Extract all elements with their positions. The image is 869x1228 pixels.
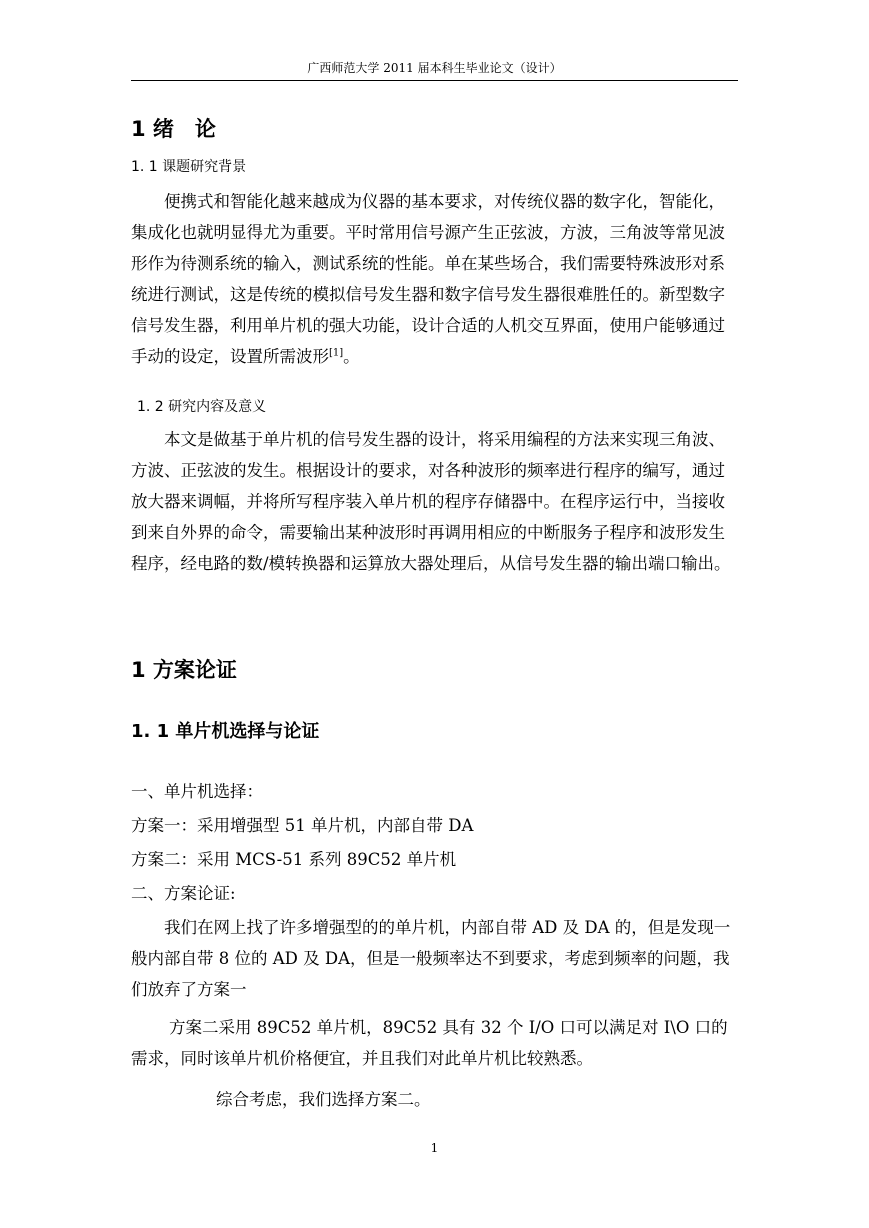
- option-two: 方案二：采用 MCS-51 系列 89C52 单片机: [131, 850, 457, 869]
- paragraph-background-text: 便携式和智能化越来越成为仪器的基本要求，对传统仪器的数字化，智能化，集成化也就明显得尤为重要。平时常用信号源产生正弦波，方波，三角波等常见波形作为待测系统的输入，测试系统的性能。单在某些场合，我们需要特殊波形对系统进行测试，这是传统的模拟信号发生器和数字信号发生器很难胜任的。新型数字信号发生器，利用单片机的强大功能，设计合适的人机交互界面，使用户能够通过手动的设定，设置所需波形: [131, 192, 725, 366]
- running-header: 广西师范大学 2011 届本科生毕业论文（设计）: [307, 61, 562, 75]
- section-heading-mcu: 1. 1 单片机选择与论证: [131, 721, 320, 742]
- header-rule: [131, 80, 738, 81]
- citation-marker: [1]: [329, 347, 344, 359]
- section-heading-content: 1. 2 研究内容及意义: [137, 399, 267, 415]
- choice-heading: 一、单片机选择：: [131, 782, 263, 801]
- conclusion-line: 综合考虑，我们选择方案二。: [216, 1090, 431, 1109]
- page-number: 1: [430, 1141, 439, 1155]
- section-heading-background: 1. 1 课题研究背景: [131, 159, 247, 175]
- argument-paragraph-2: 方案二采用 89C52 单片机，89C52 具有 32 个 I/O 口可以满足对 I\O 口的需求，同时该单片机价格便宜，并且我们对此单片机比较熟悉。: [131, 1018, 728, 1068]
- paragraph-background-end: 。: [343, 347, 360, 366]
- chapter-title: 1 绪 论: [131, 117, 216, 141]
- option-one: 方案一：采用增强型 51 单片机，内部自带 DA: [131, 816, 474, 835]
- argument-paragraph-1: 我们在网上找了许多增强型的的单片机，内部自带 AD 及 DA 的，但是发现一般内部自带 8 位的 AD 及 DA，但是一般频率达不到要求，考虑到频率的问题，我们放弃了方案一: [131, 918, 731, 999]
- argument-heading: 二、方案论证:: [131, 884, 236, 903]
- paragraph-content: 本文是做基于单片机的信号发生器的设计，将采用编程的方法来实现三角波、方波、正弦波的发生。根据设计的要求，对各种波形的频率进行程序的编写，通过放大器来调幅，并将所写程序装入单片机的程序存储器中。在程序运行中，当接收到来自外界的命令，需要输出某种波形时再调用相应的中断服务子程序和波形发生程序，经电路的数/模转换器和运算放大器处理后，从信号发生器的输出端口输出。: [131, 430, 731, 573]
- chapter-title-scheme: 1 方案论证: [131, 658, 237, 682]
- paragraph-background: [131, 186, 738, 372]
